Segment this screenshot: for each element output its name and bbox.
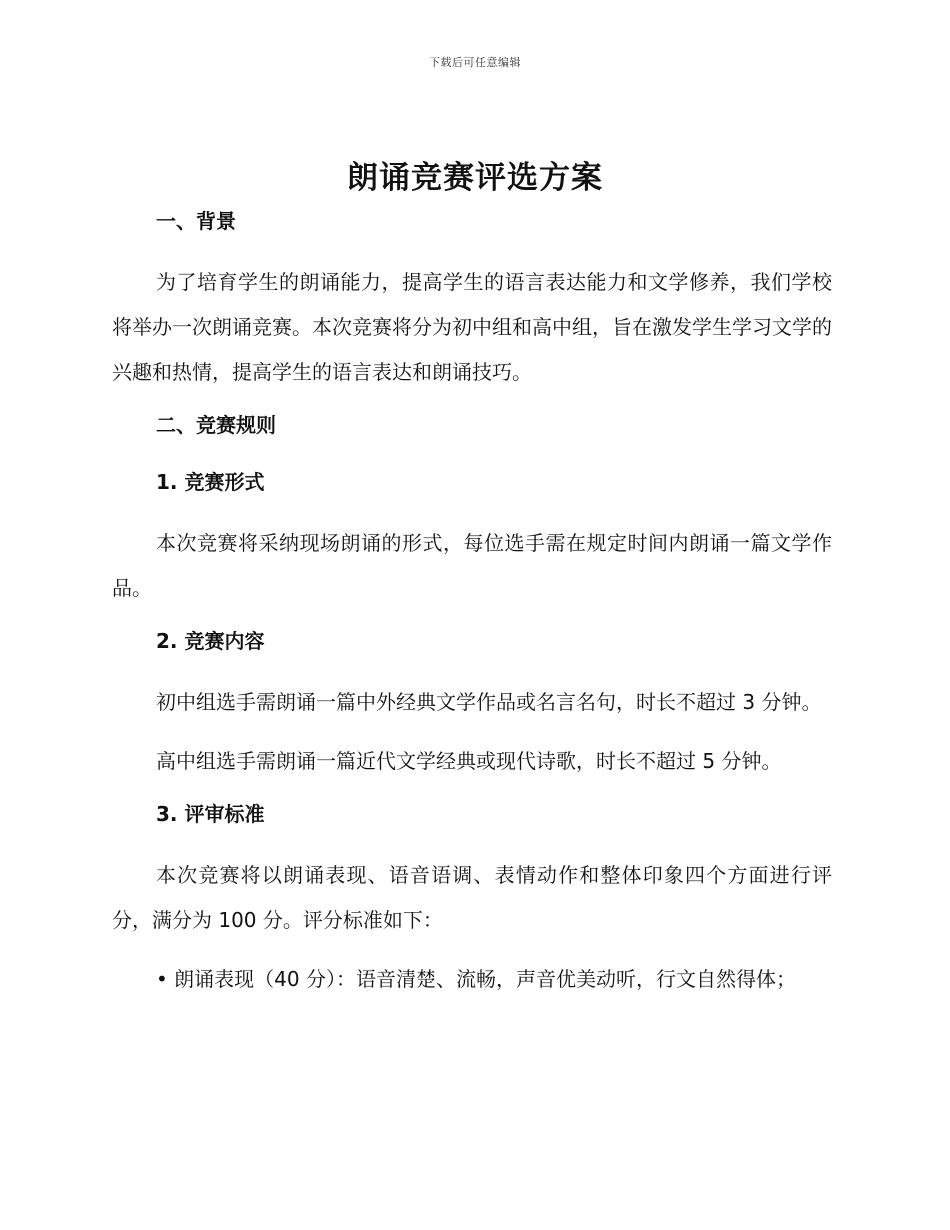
background-paragraph: 为了培育学生的朗诵能力，提高学生的语言表达能力和文学修养，我们学校将举办一次朗诵竞赛。本次竞赛将分为初中组和高中组，旨在激发学生学习文学的兴趣和热情，提高学生的语言表达和朗诵技巧。	[112, 270, 832, 384]
section-heading-background: 一、背景	[156, 209, 236, 233]
section-heading-rules: 二、竞赛规则	[156, 413, 276, 437]
content-junior-paragraph: 初中组选手需朗诵一篇中外经典文学作品或名言名句，时长不超过 3 分钟。	[156, 690, 822, 714]
subheading-content: 2. 竞赛内容	[156, 629, 265, 653]
document-body	[112, 203, 832, 1002]
content-senior-paragraph: 高中组选手需朗诵一篇近代文学经典或现代诗歌，时长不超过 5 分钟。	[156, 749, 782, 773]
criteria-paragraph: 本次竞赛将以朗诵表现、语音语调、表情动作和整体印象四个方面进行评分，满分为 100 分。评分标准如下：	[112, 863, 832, 932]
criteria-item-recitation: • 朗诵表现（40 分）：语音清楚、流畅，声音优美动听，行文自然得体；	[156, 967, 796, 991]
header-note: 下载后可任意编辑	[429, 56, 521, 69]
subheading-form: 1. 竞赛形式	[156, 470, 265, 494]
form-paragraph: 本次竞赛将采纳现场朗诵的形式，每位选手需在规定时间内朗诵一篇文学作品。	[112, 531, 832, 600]
document-title: 朗诵竞赛评选方案	[347, 160, 603, 196]
subheading-criteria: 3. 评审标准	[156, 802, 265, 826]
